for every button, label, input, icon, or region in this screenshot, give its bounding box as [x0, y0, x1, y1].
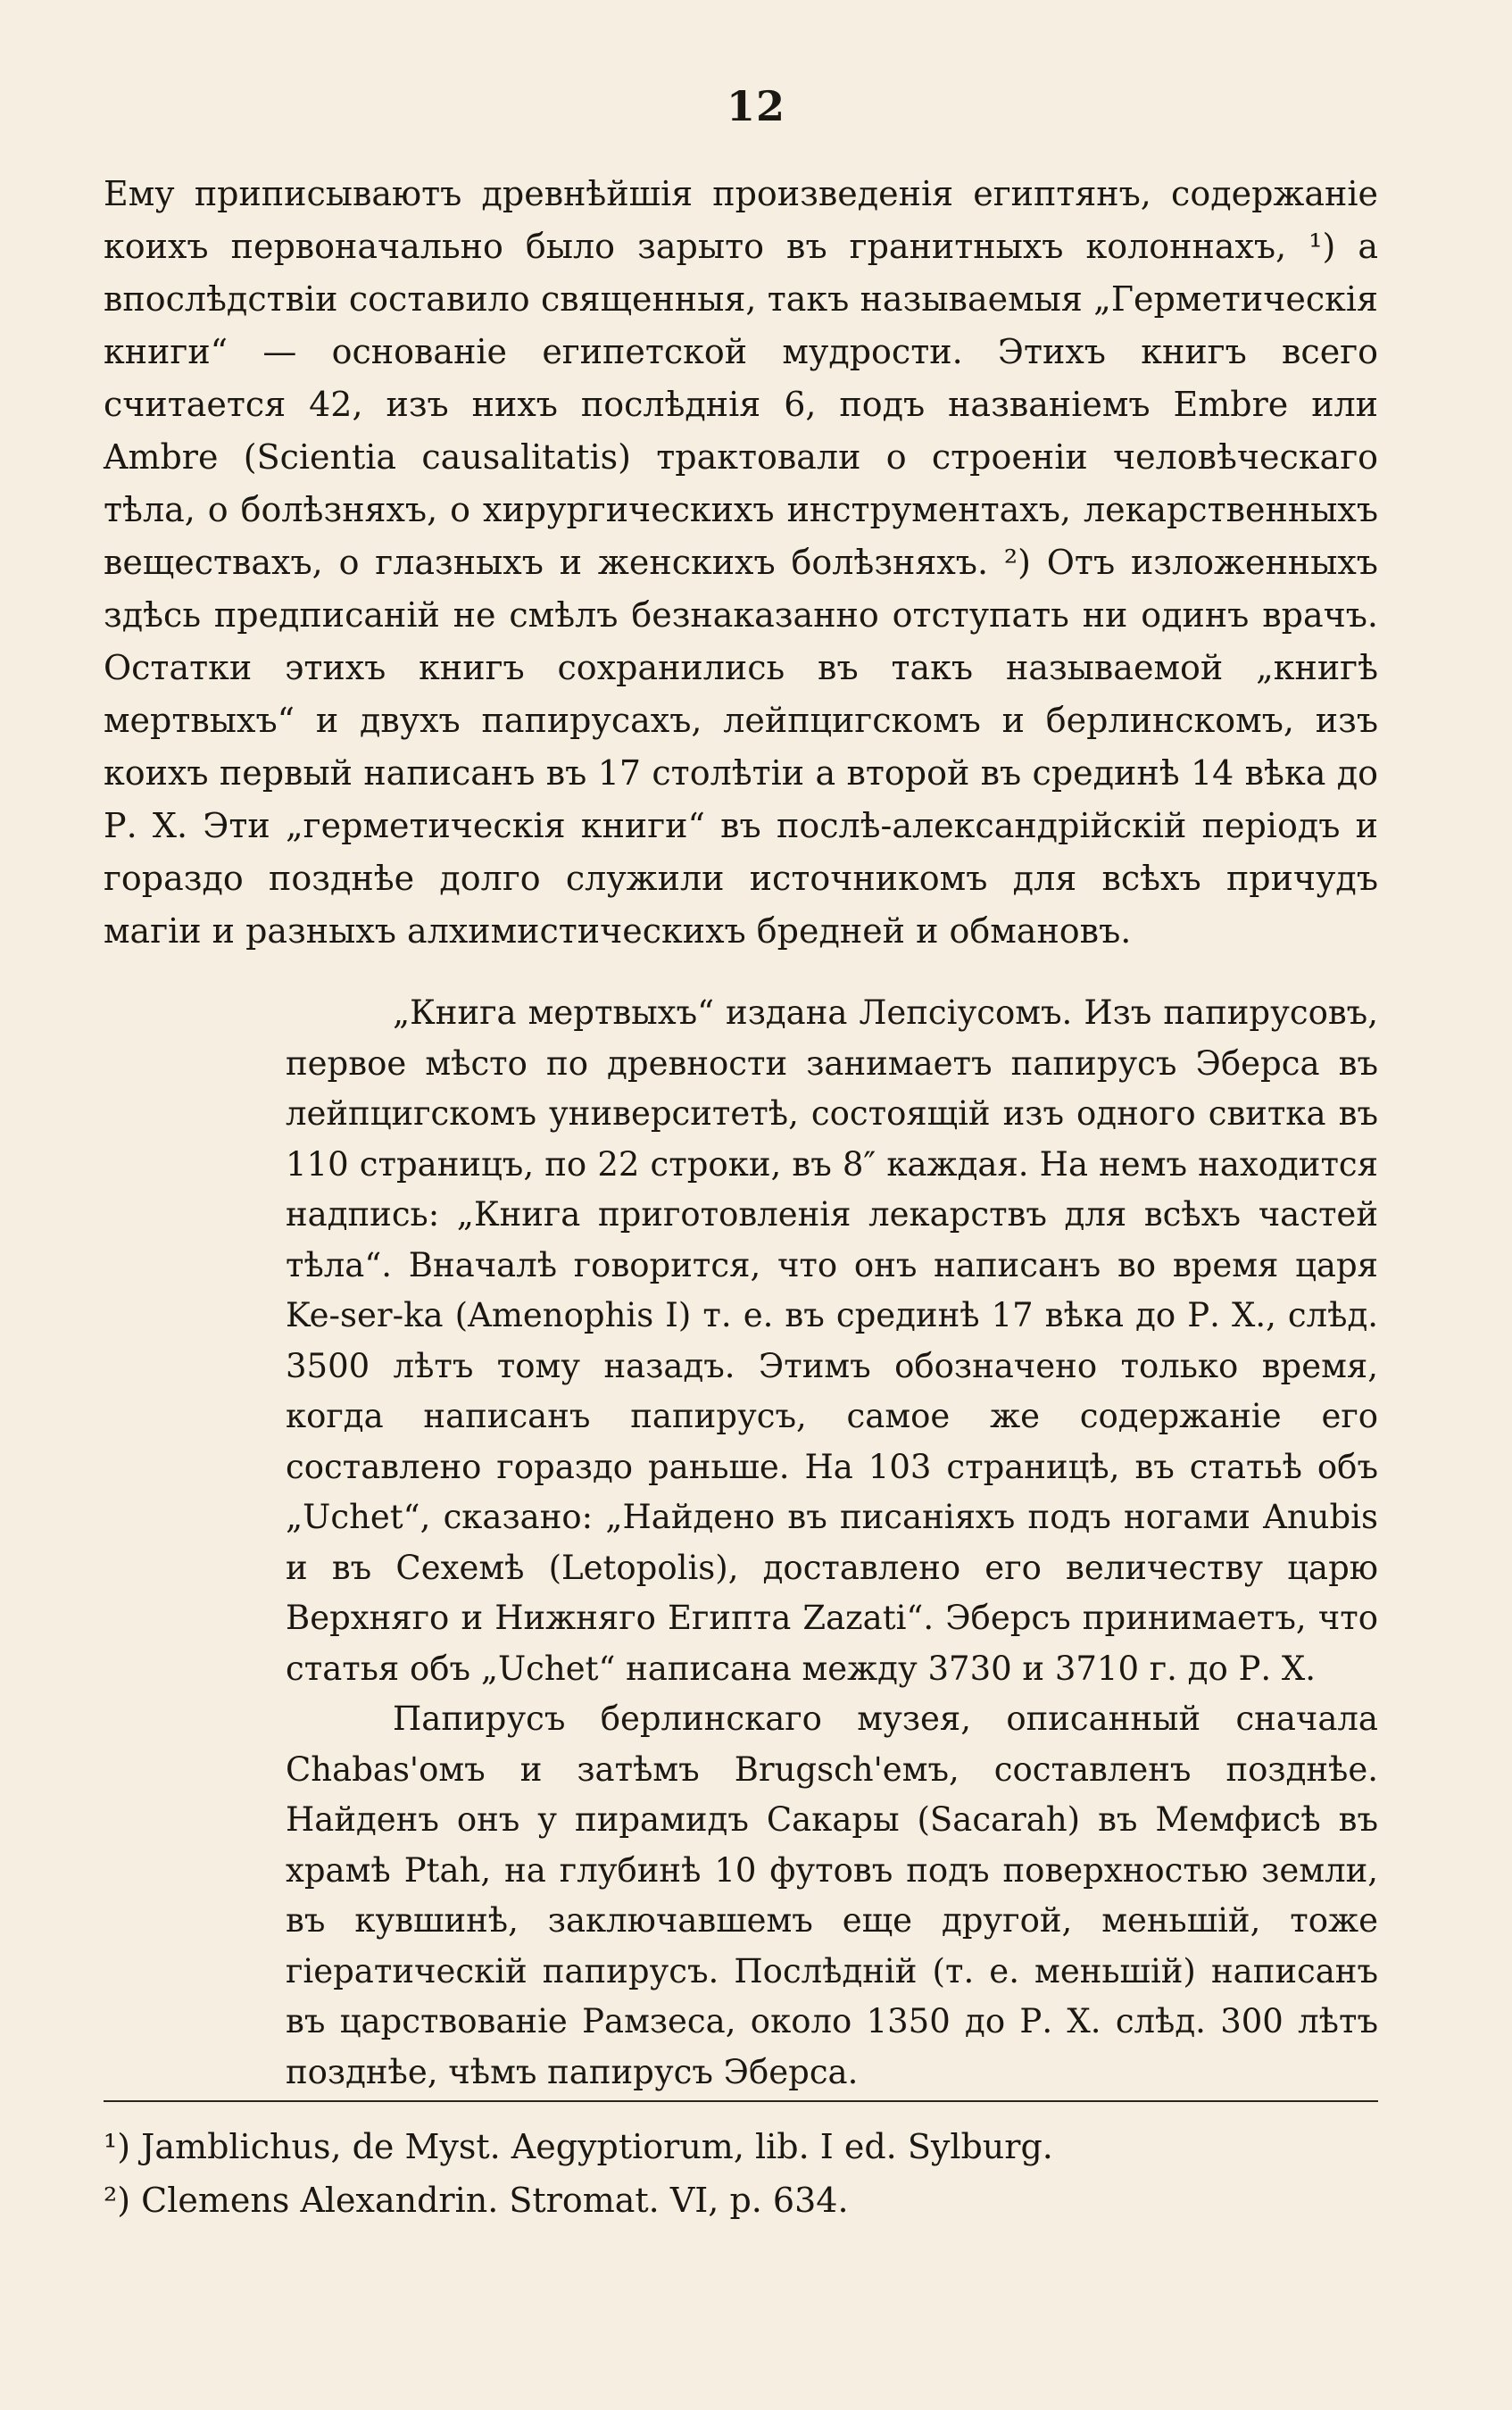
indented-paragraph: „Книга мертвыхъ“ издана Лепсіусомъ. Изъ папирусовъ, первое мѣсто по древности занимаетъ папирусъ Эберса въ лейпцигскомъ университетѣ, состоящій изъ одного свитка въ 110 страницъ, по 22 строки, въ 8″ каждая. На немъ находится надпись: „Книга приготовленія лекарствъ для всѣхъ частей тѣла“. Вначалѣ говорится, что онъ написанъ во время царя Ke-ser-ka (Amenophis I) т. е. въ срединѣ 17 вѣка до Р. Х., слѣд. 3500 лѣтъ тому назадъ. Этимъ обозначено только время, когда написанъ папирусъ, самое же содержаніе его составлено гораздо раньше. На 103 страницѣ, въ статьѣ объ „Uchet“, сказано: „Найдено въ писаніяхъ подъ ногами Anubis и въ Сехемѣ (Letopolis), доставлено его величеству царю Верхняго и Нижняго Египта Zazati“. Эберсъ принимаетъ, что статья объ „Uchet“ написана между 3730 и 3710 г. до Р. Х.: [286, 993, 1378, 1688]
page-number: 12: [726, 82, 785, 130]
main-text: [104, 168, 1378, 958]
footnotes: [104, 2120, 1378, 2227]
footnote-mark: ¹): [104, 2127, 131, 2166]
indented-text-block: [286, 988, 1378, 2098]
footnote-mark: ²): [104, 2181, 131, 2220]
indented-paragraph: Папирусъ берлинскаго музея, описанный сначала Chabas'омъ и затѣмъ Brugsch'емъ, составленъ позднѣе. Найденъ онъ у пирамидъ Сакары (Sacarah) въ Мемфисѣ въ храмѣ Ptah, на глубинѣ 10 футовъ подъ поверхностью земли, въ кувшинѣ, заключавшемъ еще другой, меньшій, тоже гіератическій папирусъ. Послѣдній (т. е. меньшій) написанъ въ царствованіе Рамзеса, около 1350 до Р. Х. слѣд. 300 лѣтъ позднѣе, чѣмъ папирусъ Эберса.: [286, 1699, 1378, 2091]
footnote-text: Jamblichus, de Myst. Aegyptiorum, lib. I ed. Sylburg.: [141, 2127, 1053, 2166]
footnote-divider: [104, 2100, 1378, 2102]
footnote-text: Clemens Alexandrin. Stromat. VI, p. 634.: [141, 2181, 849, 2220]
footnote-item: [104, 2173, 1378, 2227]
body-paragraph: Ему приписываютъ древнѣйшія произведенія египтянъ, содержаніе коихъ первоначально было зарыто въ гранитныхъ колоннахъ, ¹) а впослѣдствіи составило священныя, такъ называемыя „Герметическія книги“ — основаніе египетской мудрости. Этихъ книгъ всего считается 42, изъ нихъ послѣднія 6, подъ названіемъ Embre или Ambre (Scientia causalitatis) трактовали о строеніи человѣческаго тѣла, о болѣзняхъ, о хирургическихъ инструментахъ, лекарственныхъ веществахъ, о глазныхъ и женскихъ болѣзняхъ. ²) Отъ изложенныхъ здѣсь предписаній не смѣлъ безнаказанно отступать ни одинъ врачъ. Остатки этихъ книгъ сохранились въ такъ называемой „книгѣ мертвыхъ“ и двухъ папирусахъ, лейпцигскомъ и берлинскомъ, изъ коихъ первый написанъ въ 17 столѣтіи а второй въ срединѣ 14 вѣка до Р. Х. Эти „герметическія книги“ въ послѣ-александрійскій періодъ и гораздо позднѣе долго служили источникомъ для всѣхъ причудъ магіи и разныхъ алхимистическихъ бредней и обмановъ.: [104, 174, 1378, 951]
footnote-item: [104, 2120, 1378, 2173]
